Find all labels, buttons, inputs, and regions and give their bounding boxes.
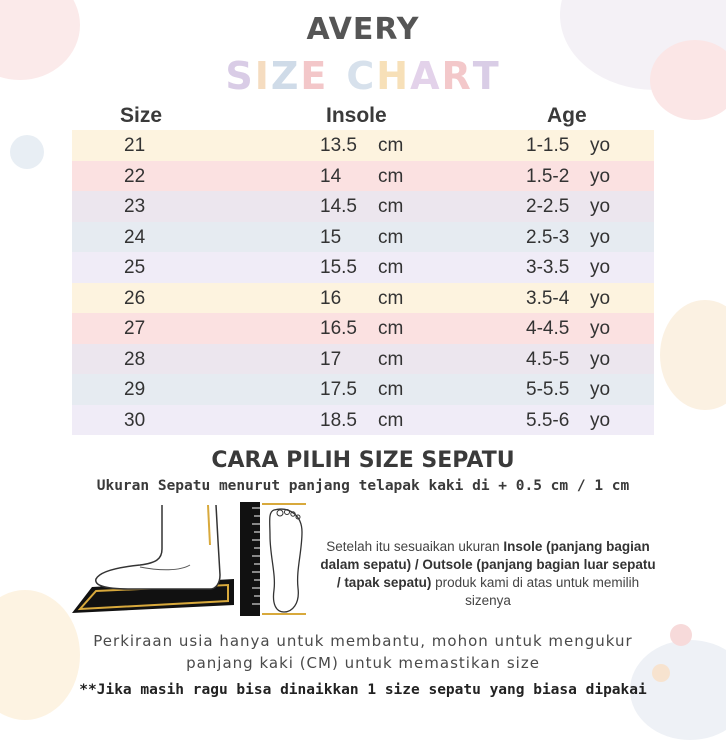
title-letter: S xyxy=(225,54,255,98)
header-insole: Insole xyxy=(326,104,387,127)
title-letter: Z xyxy=(270,54,301,98)
size-cell: 29 xyxy=(124,379,146,400)
table-row xyxy=(72,405,654,436)
table-row xyxy=(72,252,654,283)
age-unit: yo xyxy=(590,196,611,217)
title-letter: E xyxy=(300,54,329,98)
insole-cell: 14.5 xyxy=(320,196,357,217)
header-size: Size xyxy=(120,104,163,127)
insole-unit: cm xyxy=(378,165,404,187)
age-unit: yo xyxy=(590,287,611,309)
age-unit: yo xyxy=(590,257,611,278)
age-cell: 5.5-6 xyxy=(526,409,570,431)
age-cell: 5-5.5 xyxy=(526,379,570,400)
age-cell: 3.5-4 xyxy=(526,287,570,309)
table-row xyxy=(72,283,654,314)
table-row xyxy=(72,344,654,375)
insole-cell: 16.5 xyxy=(320,318,357,339)
age-unit: yo xyxy=(590,165,611,187)
age-note xyxy=(0,630,726,674)
title-letter: T xyxy=(472,54,501,98)
foot-top-illustration xyxy=(240,500,310,618)
size-cell: 22 xyxy=(124,165,146,187)
insole-unit: cm xyxy=(378,257,404,278)
table-row xyxy=(72,222,654,253)
insole-cell: 17.5 xyxy=(320,379,357,400)
age-cell: 1-1.5 xyxy=(526,135,570,156)
guide-instruction xyxy=(318,538,658,610)
age-note-line-2: panjang kaki (CM) untuk memastikan size xyxy=(186,654,540,672)
age-cell: 2-2.5 xyxy=(526,196,570,217)
age-cell: 2.5-3 xyxy=(526,226,570,248)
insole-unit: cm xyxy=(378,196,404,217)
age-unit: yo xyxy=(590,409,611,431)
age-unit: yo xyxy=(590,135,611,156)
header-age: Age xyxy=(547,104,587,127)
insole-cell: 15.5 xyxy=(320,257,357,278)
page-title xyxy=(0,54,726,98)
instruction-text-1: Setelah itu sesuaikan ukuran xyxy=(326,539,504,554)
age-unit: yo xyxy=(590,226,611,248)
decor-blob-right-middle xyxy=(660,300,726,410)
age-cell: 1.5-2 xyxy=(526,165,570,187)
insole-unit: cm xyxy=(378,226,404,248)
title-letter: A xyxy=(410,54,442,98)
insole-unit: cm xyxy=(378,348,404,370)
size-cell: 26 xyxy=(124,287,146,309)
title-letter: C xyxy=(346,54,377,98)
title-letter: I xyxy=(254,54,271,98)
title-letter: R xyxy=(441,54,473,98)
insole-unit: cm xyxy=(378,135,404,156)
age-unit: yo xyxy=(590,379,611,400)
insole-cell: 16 xyxy=(320,287,342,309)
instruction-text-bold: Insole (panjang bagian dalam sepatu) / Outsole (panjang bagian luar sepatu / tapak sepatu) xyxy=(320,539,656,590)
size-cell: 27 xyxy=(124,318,146,339)
insole-cell: 13.5 xyxy=(320,135,357,156)
foot-side-illustration xyxy=(70,505,240,617)
insole-unit: cm xyxy=(378,287,404,309)
table-row xyxy=(72,191,654,222)
insole-unit: cm xyxy=(378,409,404,431)
age-cell: 4.5-5 xyxy=(526,348,570,370)
age-cell: 4-4.5 xyxy=(526,318,570,339)
table-row xyxy=(72,313,654,344)
size-table xyxy=(72,130,654,435)
size-cell: 30 xyxy=(124,409,146,431)
insole-unit: cm xyxy=(378,379,404,400)
age-unit: yo xyxy=(590,318,611,339)
age-note-line-1: Perkiraan usia hanya untuk membantu, mohon untuk mengukur xyxy=(93,632,633,650)
size-cell: 23 xyxy=(124,196,146,217)
instruction-text-2: produk kami di atas untuk memilih sizenya xyxy=(431,575,640,608)
insole-unit: cm xyxy=(378,318,404,339)
size-cell: 21 xyxy=(124,135,146,156)
age-cell: 3-3.5 xyxy=(526,257,570,278)
guide-subtitle: Ukuran Sepatu menurut panjang telapak kaki di + 0.5 cm / 1 cm xyxy=(96,478,630,494)
insole-cell: 15 xyxy=(320,226,342,248)
size-up-note: **Jika masih ragu bisa dinaikkan 1 size sepatu yang biasa dipakai xyxy=(79,682,647,698)
guide-title: CARA PILIH SIZE SEPATU xyxy=(211,448,515,473)
title-letter: H xyxy=(376,54,411,98)
size-cell: 25 xyxy=(124,257,146,278)
age-unit: yo xyxy=(590,348,611,370)
size-cell: 28 xyxy=(124,348,146,370)
table-row xyxy=(72,161,654,192)
brand-name: AVERY xyxy=(306,12,420,47)
size-cell: 24 xyxy=(124,226,146,248)
decor-blob-top-left-blue xyxy=(10,135,44,169)
insole-cell: 14 xyxy=(320,165,342,187)
insole-cell: 17 xyxy=(320,348,342,370)
table-row xyxy=(72,374,654,405)
insole-cell: 18.5 xyxy=(320,409,357,431)
table-row xyxy=(72,130,654,161)
